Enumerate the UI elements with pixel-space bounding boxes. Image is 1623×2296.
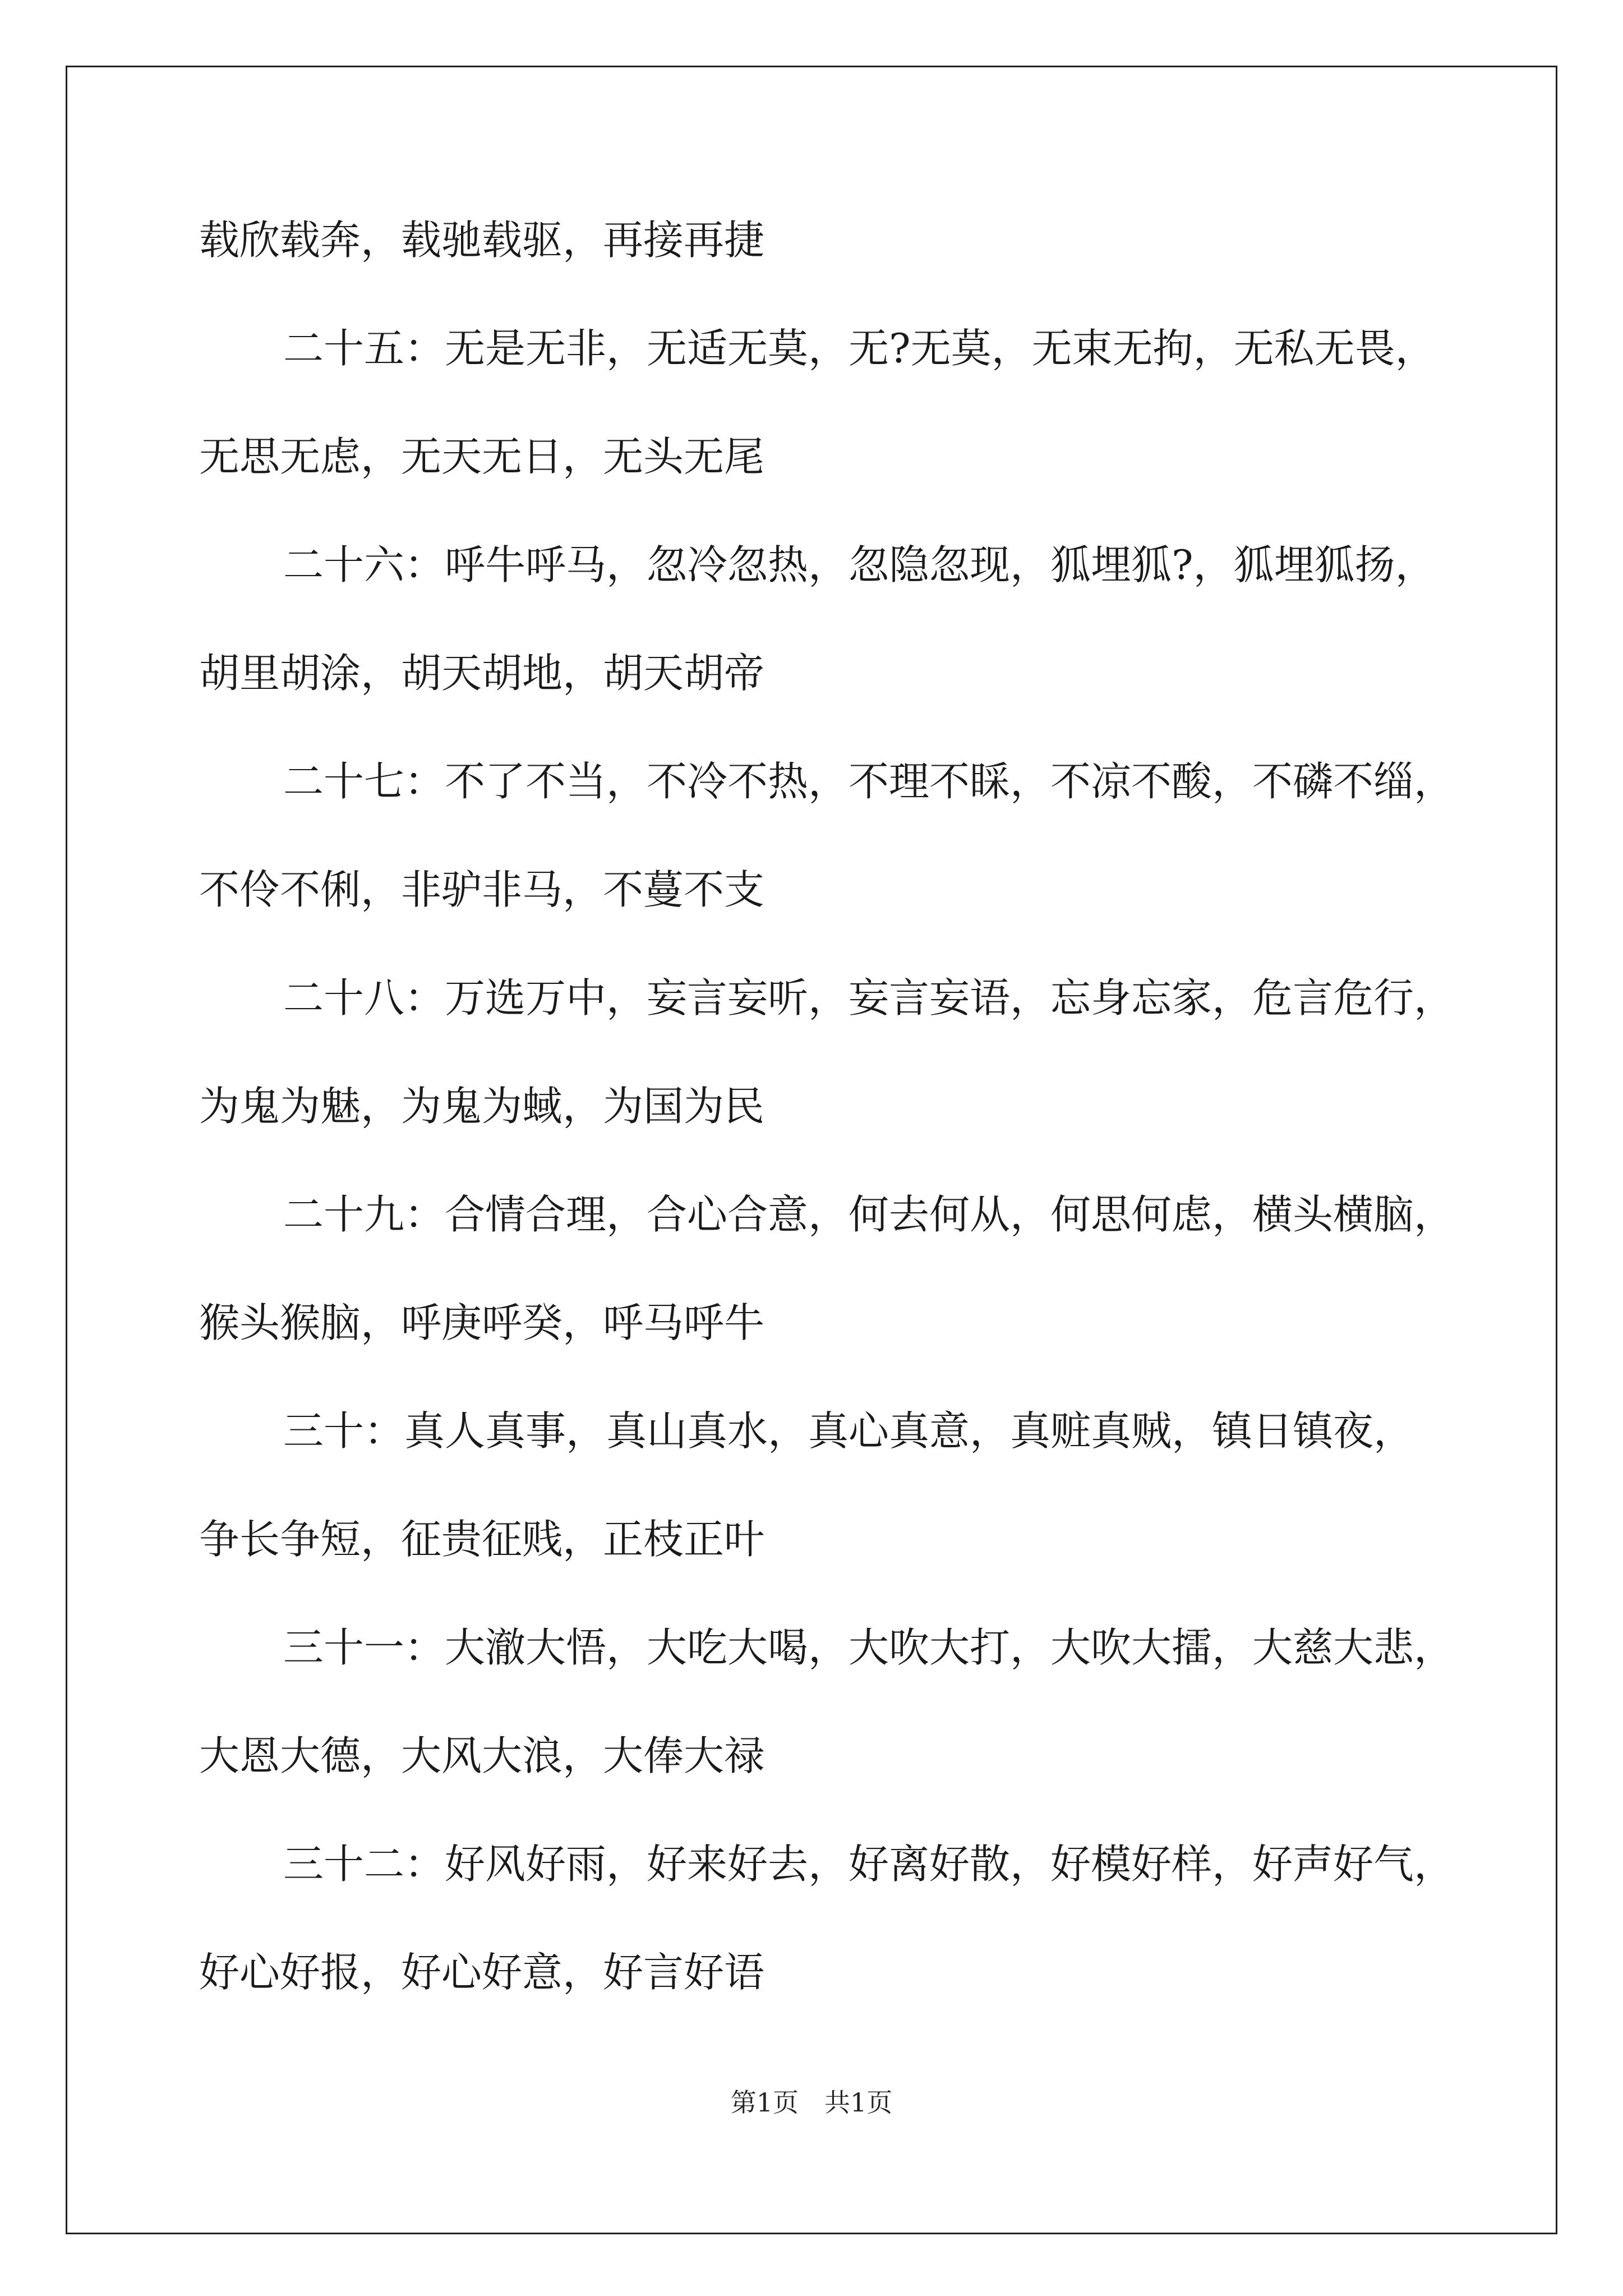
text-line: 三十二：好风好雨，好来好去，好离好散，好模好样，好声好气， [283, 1841, 1455, 1888]
text-line: 二十八：万选万中，妄言妄听，妄言妄语，忘身忘家，危言危行， [283, 974, 1455, 1022]
text-line: 三十：真人真事，真山真水，真心真意，真赃真贼，镇日镇夜， [283, 1407, 1414, 1455]
page-number-footer: 第1页 共1页 [730, 2087, 893, 2118]
text-line: 胡里胡涂，胡天胡地，胡天胡帝 [199, 650, 765, 697]
text-line: 争长争短，征贵征贱，正枝正叶 [199, 1516, 765, 1563]
text-line: 无思无虑，无天无日，无头无尾 [199, 433, 765, 480]
text-line: 载欣载奔，载驰载驱，再接再捷 [199, 217, 765, 264]
text-line: 大恩大德，大风大浪，大俸大禄 [199, 1732, 765, 1779]
page-border [66, 66, 1557, 2234]
text-line: 二十六：呼牛呼马，忽冷忽热，忽隐忽现，狐埋狐?，狐埋狐扬， [283, 541, 1436, 588]
text-line: 二十九：合情合理，合心合意，何去何从，何思何虑，横头横脑， [283, 1191, 1455, 1238]
text-line: 猴头猴脑，呼庚呼癸，呼马呼牛 [199, 1299, 765, 1346]
text-line: 二十七：不了不当，不冷不热，不理不睬，不凉不酸，不磷不缁， [283, 758, 1455, 805]
text-line: 为鬼为魅，为鬼为蜮，为国为民 [199, 1083, 765, 1130]
text-line: 不伶不俐，非驴非马，不蔓不支 [199, 866, 765, 913]
text-line: 二十五：无是无非，无适无莫，无?无莫，无束无拘，无私无畏， [283, 325, 1436, 372]
text-line: 好心好报，好心好意，好言好语 [199, 1949, 765, 1996]
text-line: 三十一：大澈大悟，大吃大喝，大吹大打，大吹大擂，大慈大悲， [283, 1624, 1455, 1671]
